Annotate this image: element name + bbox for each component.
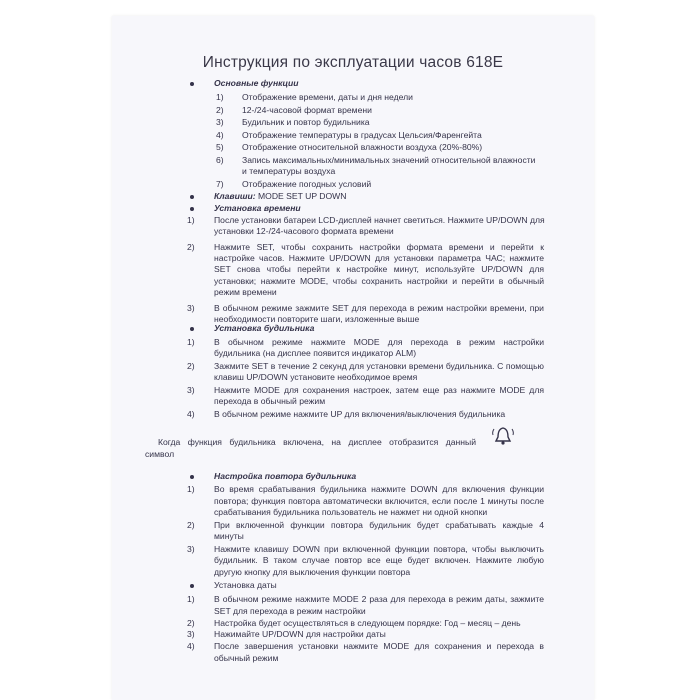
bullet-dot: [190, 584, 194, 588]
list-number: 2): [187, 617, 195, 628]
list-item-text: Будильник и повтор будильника: [242, 117, 370, 128]
list-item-text: и температуры воздуха: [242, 166, 336, 176]
bullet-dot: [190, 195, 194, 199]
page-title: Инструкция по эксплуатации часов 618E: [202, 54, 504, 71]
list-number: 2): [187, 242, 195, 252]
list-item-text: установки; нажмите MODE, чтобы сохранить настройки и перейти в обычный: [214, 275, 544, 286]
list-item-text: Запись максимальных/минимальных значений относительной влажности: [242, 155, 536, 165]
list-item-text: Нажмите SET, чтобы сохранить настройки формата времени и перейти к: [214, 242, 544, 252]
list-item-text: Отображение погодных условий: [242, 178, 372, 189]
list-number: 2): [187, 519, 195, 530]
list-item-text: Отображение температуры в градусах Цельсия/Фаренгейта: [242, 129, 482, 140]
list-item-text: Нажмите MODE для сохранения настроек, затем еще раз нажмите MODE для: [214, 384, 544, 395]
list-number: 3): [187, 543, 195, 554]
list-item-text: настройке часов. Нажмите UP/DOWN для установки параметра ЧАС; нажмите: [214, 253, 544, 264]
list-number: 7): [216, 178, 224, 189]
bullet-dot: [190, 327, 194, 331]
list-number: 1): [187, 594, 195, 604]
bullet-dot: [190, 207, 194, 211]
list-number: 3): [187, 384, 195, 395]
list-item-text: При включенной функции повтора будильник будет срабатывать каждые 4: [214, 519, 544, 530]
list-item-text: SET для перехода в режим настройки: [214, 605, 366, 616]
list-item-text: перехода в обычный режим: [214, 396, 326, 406]
bullet-dot: [190, 475, 194, 479]
list-item-text: Нажимайте UP/DOWN для настройки даты: [214, 629, 386, 640]
alarm-note-line: Когда функция будильника включена, на дисплее отобразится данный: [158, 437, 476, 447]
keys-label: Клавиши:: [214, 191, 256, 201]
list-item-text: установки 12-/24-часового формата времени: [214, 226, 394, 237]
list-number: 4): [187, 641, 195, 652]
section-heading-basic: Основные функции: [214, 78, 299, 88]
list-number: 3): [216, 117, 224, 128]
section-heading-snooze: Настройка повтора будильника: [214, 471, 357, 481]
list-number: 2): [187, 360, 195, 371]
bell-icon: [490, 424, 516, 446]
list-item-text: В обычном режиме нажмите UP для включения/выключения будильника: [214, 408, 506, 419]
list-item-text: будильника (на дисплее появится индикатор ALM): [214, 348, 417, 359]
list-item-text: Отображение времени, даты и дня недели: [242, 92, 413, 102]
list-item-text: В обычном режиме нажмите MODE для перехода в режим настройки: [214, 337, 544, 347]
list-number: 6): [216, 155, 224, 165]
list-item-text: режим времени: [214, 286, 277, 297]
list-item-text: Отображение относительной влажности воздуха (20%-80%): [242, 142, 483, 153]
list-item-text: другую кнопку для выключения функции повтора: [214, 566, 411, 577]
keys-value: MODE SET UP DOWN: [255, 191, 347, 201]
section-heading-date: Установка даты: [214, 580, 277, 590]
list-item-text: повтора; функция повтора автоматически включится, если после 1 минуты после: [214, 495, 544, 506]
list-item-text: SET снова чтобы перейти к настройке минут, используйте UP/DOWN для: [214, 264, 544, 275]
list-number: 1): [216, 92, 224, 102]
list-number: 1): [187, 215, 195, 225]
list-item-text: необходимости повторите шаги, изложенные выше: [214, 313, 420, 324]
list-number: 1): [187, 337, 195, 347]
list-number: 1): [187, 484, 195, 494]
list-item-text: После завершения установки нажмите MODE для сохранения и перехода в: [214, 641, 544, 652]
list-number: 4): [216, 129, 224, 140]
keys-line: [214, 191, 347, 202]
list-item-text: После установки батареи LCD-дисплей начнет светиться. Нажмите UP/DOWN для: [214, 215, 545, 225]
list-number: 5): [216, 142, 224, 153]
list-item-text: минуты: [214, 531, 244, 542]
section-heading-time: Установка времени: [214, 203, 301, 213]
list-number: 3): [187, 302, 195, 313]
list-item-text: срабатывания будильника пользователь не нажмет ни одной кнопки: [214, 507, 488, 518]
list-number: 4): [187, 408, 195, 419]
list-item-text: Нажмите клавишу DOWN при включенной функции повтора, чтобы выключить: [214, 543, 544, 554]
list-item-text: Настройка будет осуществляться в следующем порядке: Год – месяц – день: [214, 617, 521, 628]
bullet-dot: [190, 82, 194, 86]
list-number: 2): [216, 104, 224, 115]
list-item-text: В обычном режиме нажмите MODE 2 раза для перехода в режим даты, зажмите: [214, 594, 544, 604]
list-item-text: клавиш UP/DOWN установите необходимое время: [214, 372, 418, 383]
list-item-text: В обычном режиме зажмите SET для перехода в режим настройки времени, при: [214, 302, 544, 313]
list-item-text: будильник. В таком случае повтор все еще будет включен. Нажмите любую: [214, 555, 544, 566]
list-item-text: 12-/24-часовой формат времени: [242, 104, 372, 115]
alarm-note-line: символ: [145, 449, 175, 459]
list-item-text: Зажмите SET в течение 2 секунд для установки времени будильника. С помощью: [214, 360, 544, 371]
section-heading-alarm: Установка будильника: [214, 323, 315, 333]
list-item-text: обычный режим: [214, 652, 279, 663]
list-number: 3): [187, 629, 195, 640]
list-item-text: Во время срабатывания будильника нажмите DOWN для включения функции: [214, 484, 544, 494]
